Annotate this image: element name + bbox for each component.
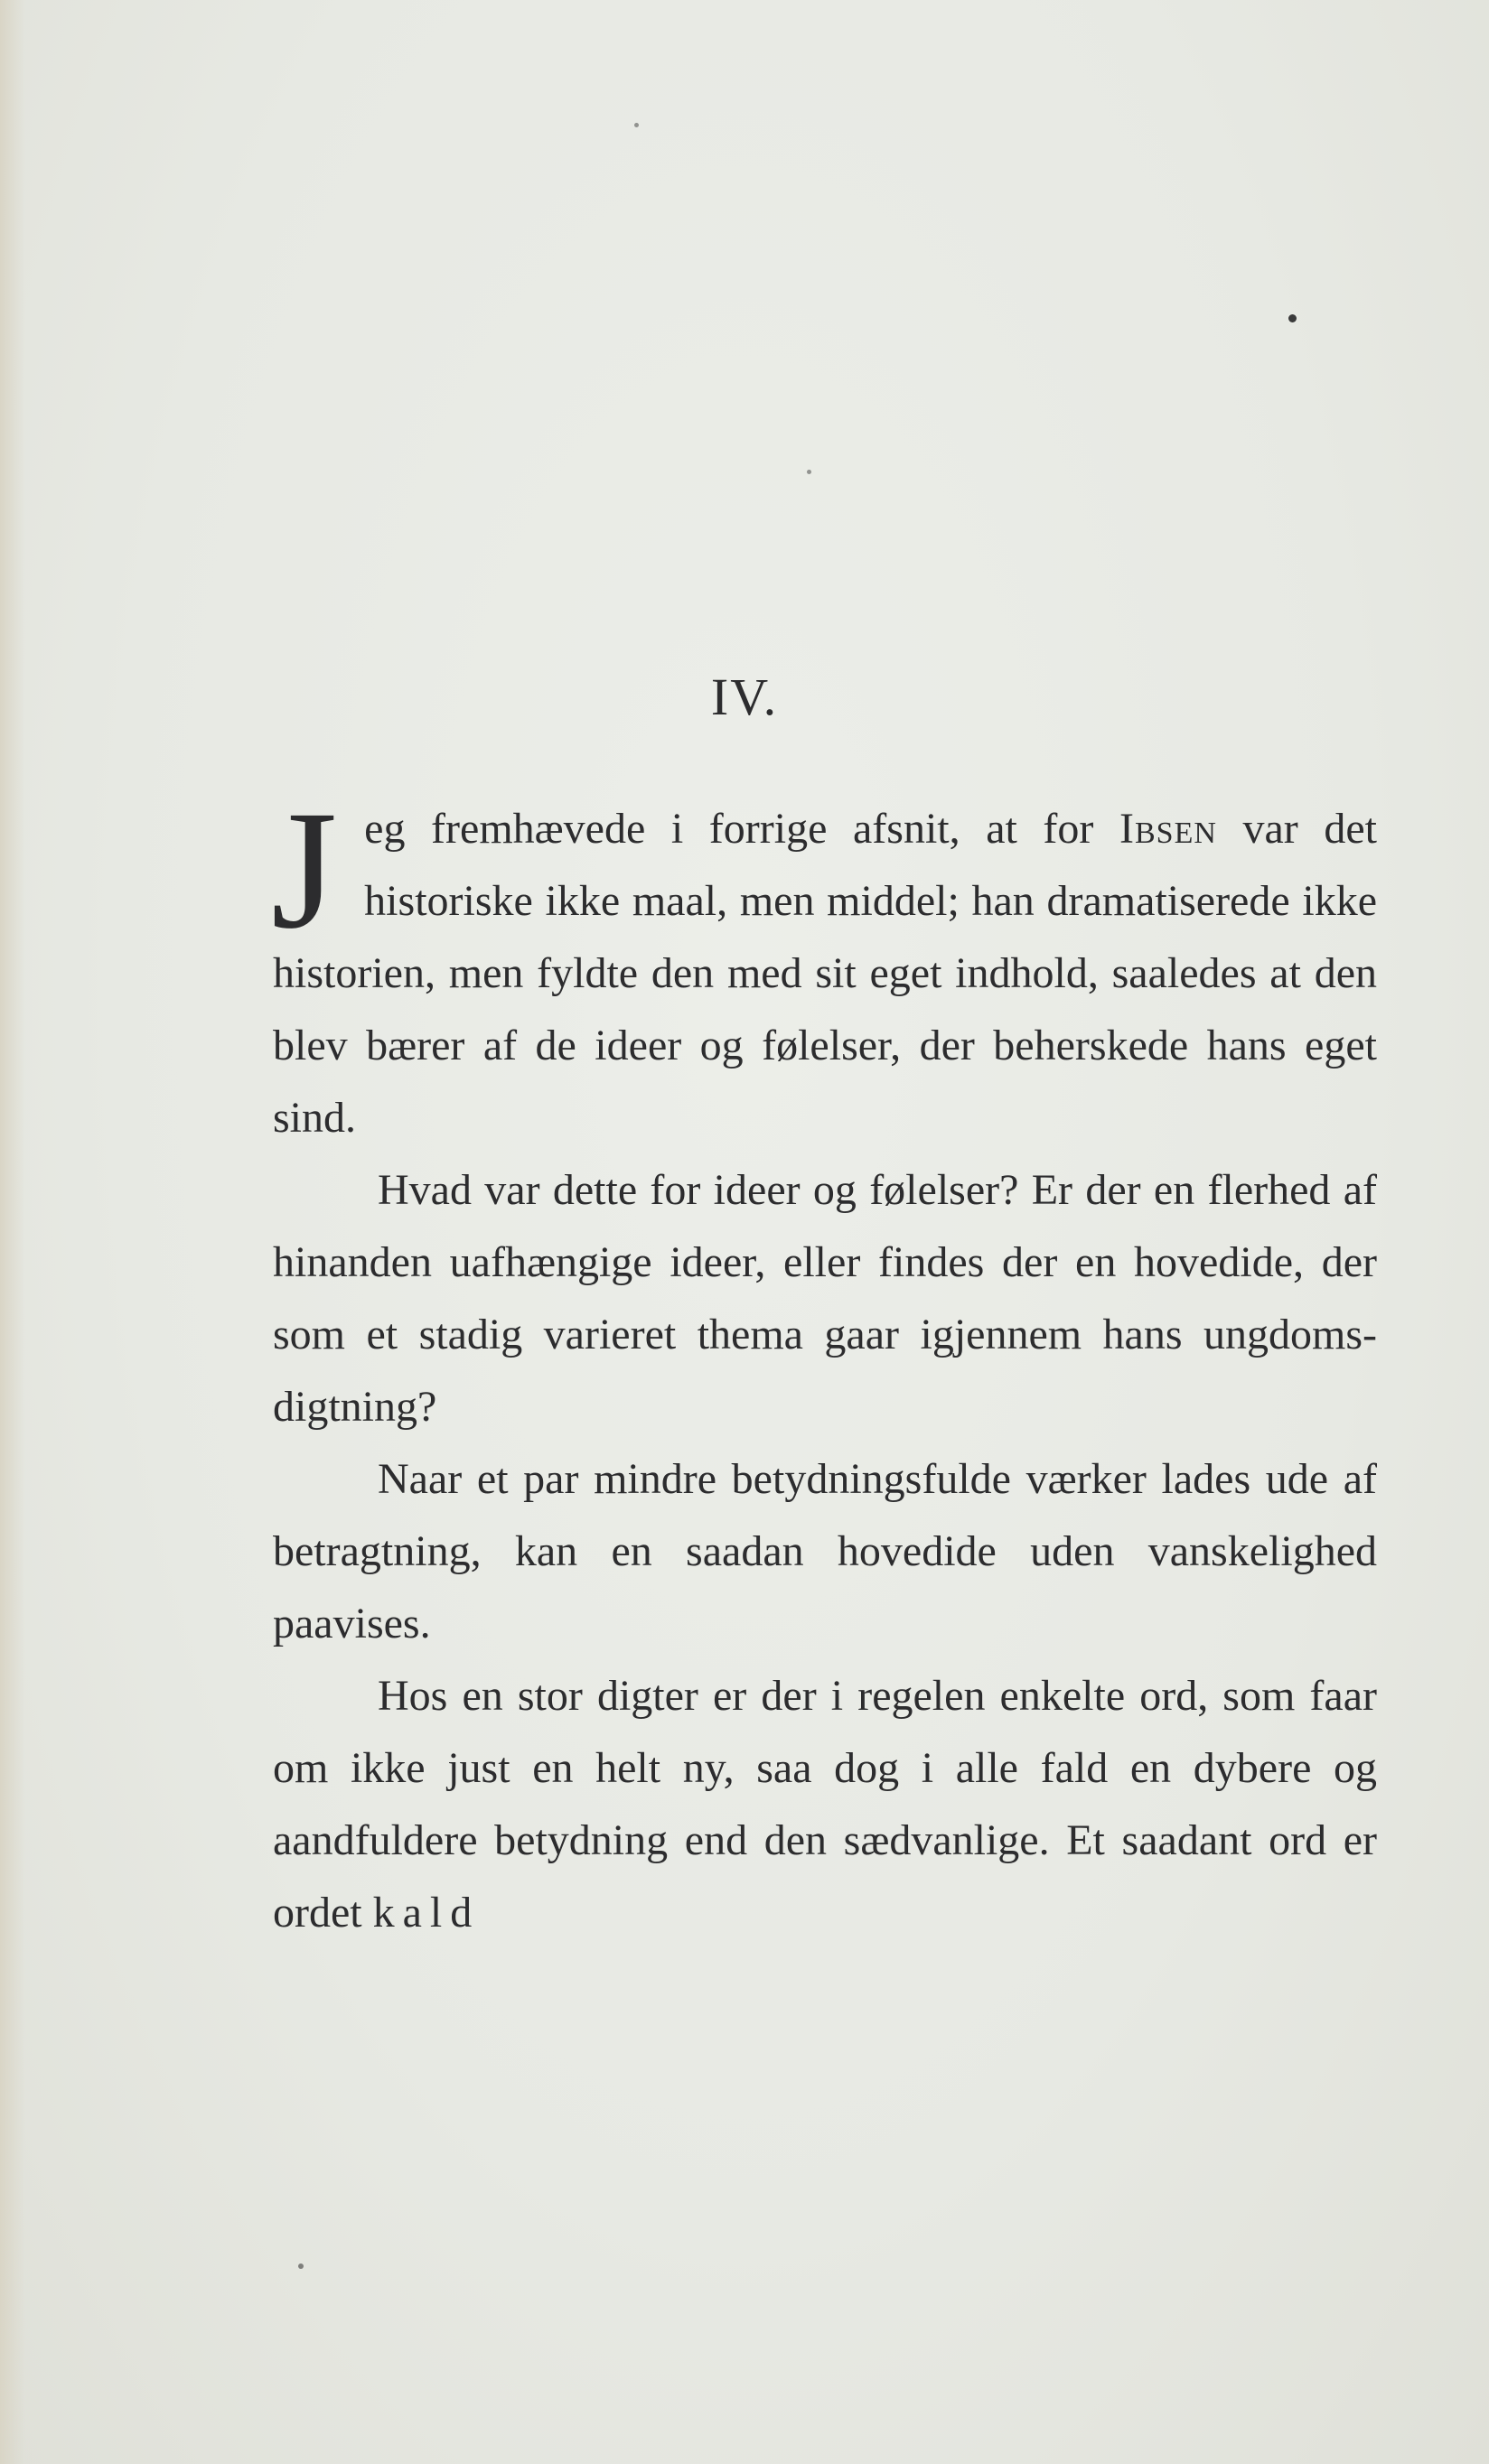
paragraph-1 bbox=[271, 775, 1378, 1154]
paper-speck bbox=[298, 2263, 304, 2269]
paper-speck bbox=[807, 470, 811, 474]
chapter-heading: IV. bbox=[710, 667, 779, 726]
paragraph-1-text-start: eg fremhævede i forrige afsnit, at for bbox=[364, 805, 1119, 853]
emphasized-word: kald bbox=[372, 1889, 481, 1937]
body-text bbox=[271, 775, 1378, 1949]
page-edge-shadow bbox=[0, 0, 25, 2464]
paper-speck bbox=[1288, 314, 1297, 322]
drop-cap: J bbox=[271, 775, 338, 964]
paragraph-4-text: Hos en stor digter er der i regelen enkelte ord, som faar om ikke just en helt ny, saa dog i alle fald en dybere og aandfuldere betydning end den sædvanlige. Et saadant ord er ordet bbox=[273, 1672, 1377, 1937]
paper-speck bbox=[634, 123, 639, 127]
author-name: Ibsen bbox=[1119, 805, 1217, 853]
paragraph-1-text-end: var det historiske ikke maal, men middel; han dramatiserede ikke historien, men fyldte den med sit eget indhold, saaledes at den blev bærer af de ideer og følelser, der beherskede hans eget sind. bbox=[273, 805, 1378, 1142]
paragraph-3: Naar et par mindre betydningsfulde værker lades ude af betragtning, kan en saadan hovedide uden vanskelighed paavises. bbox=[273, 1455, 1377, 1647]
paragraph-4 bbox=[273, 1660, 1377, 1949]
paragraph-2: Hvad var dette for ideer og følelser? Er der en flerhed af hinanden uafhængige ideer, eller findes der en hovedide, der som et stadig varieret thema gaar igjennem hans ungdomsdigtning? bbox=[273, 1166, 1377, 1431]
